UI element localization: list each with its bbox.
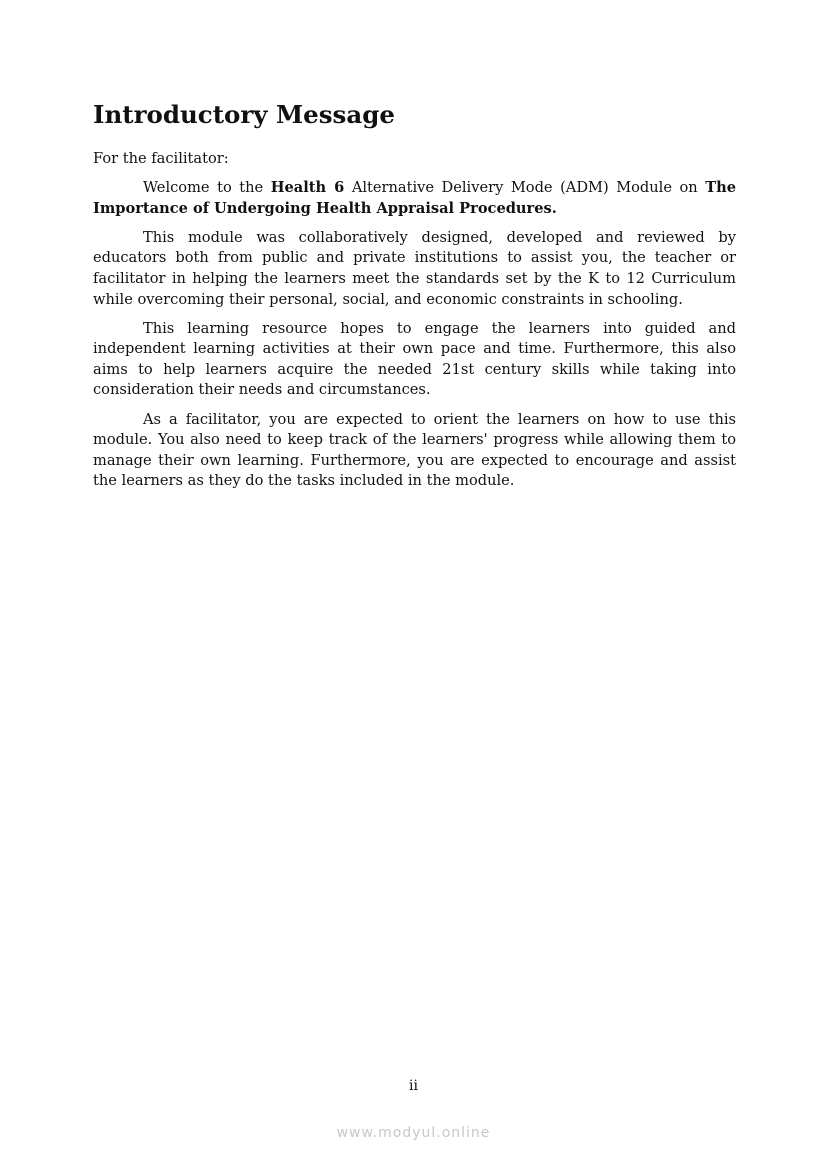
document-body [93, 149, 736, 500]
page-title: Introductory Message [93, 100, 395, 129]
subject-name: Health 6 [270, 179, 345, 197]
facilitator-role-paragraph: As a facilitator, you are expected to orient the learners on how to use this module. You also need to keep track of the learners' progress while allowing them to manage their own learning. Furthermore, you are expected to encourage and assist the learners as they do the tasks included in the module. [93, 410, 736, 490]
module-description-text: Alternative Delivery Mode (ADM) Module on [344, 179, 706, 197]
learning-resource-paragraph: This learning resource hopes to engage the learners into guided and independent learning activities at their own pace and time. Furthermore, this also aims to help learners acquire the needed 21st century skills while taking into consideration their needs and circumstances. [93, 319, 736, 399]
module-title: The Importance of Undergoing Health Appraisal Procedures. [93, 179, 737, 217]
welcome-paragraph [93, 178, 736, 219]
greeting: For the facilitator: [93, 150, 229, 167]
design-paragraph: This module was collaboratively designed, developed and reviewed by educators both from public and private institutions to assist you, the teacher or facilitator in helping the learners meet the standards set by the K to 12 Curriculum while overcoming their personal, social, and economic constraints in schooling. [93, 228, 736, 308]
page-number: ii [409, 1078, 418, 1094]
welcome-text: Welcome to the [143, 179, 271, 197]
watermark: www.modyul.online [336, 1125, 491, 1141]
